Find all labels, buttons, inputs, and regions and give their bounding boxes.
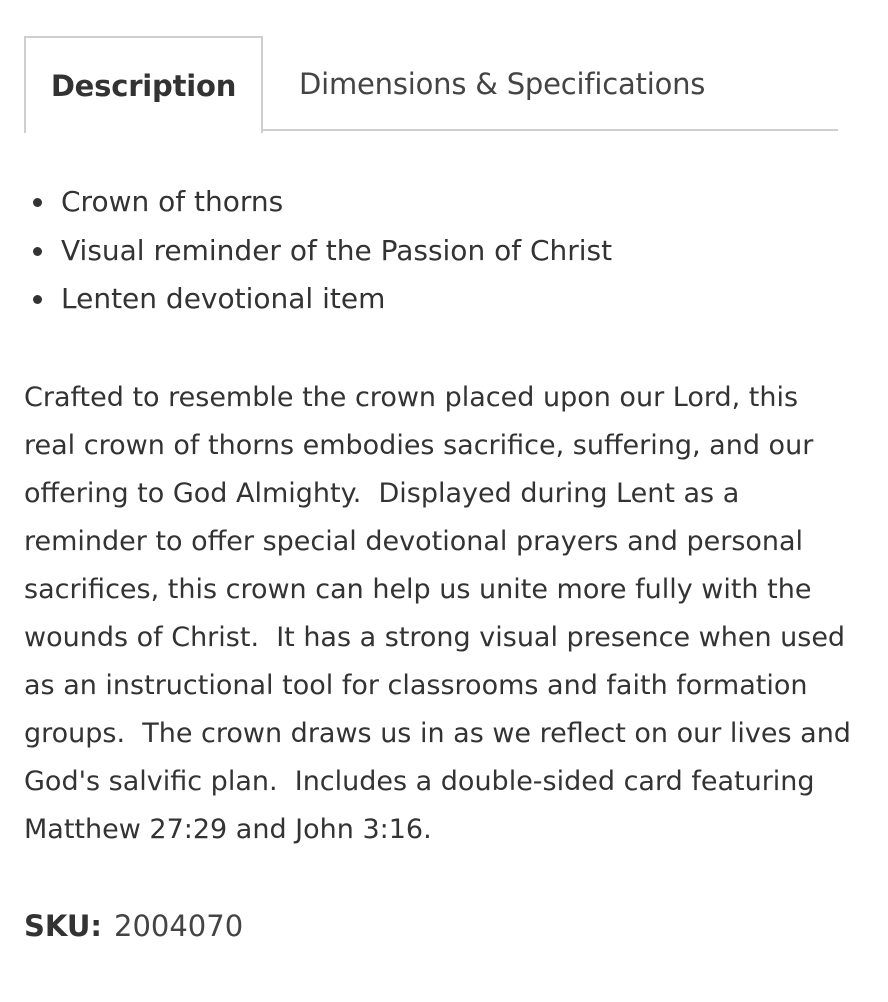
product-tabs: [24, 36, 838, 131]
tab-dimensions-specifications[interactable]: Dimensions & Specifications: [299, 66, 706, 101]
description-line: sacrifices, this crown can help us unite more fully with the: [24, 574, 812, 605]
description-line: wounds of Christ. It has a strong visual presence when used: [24, 622, 846, 653]
tab-description[interactable]: Description: [24, 36, 263, 133]
feature-text: Lenten devotional item: [61, 282, 386, 315]
feature-text: Visual reminder of the Passion of Christ: [61, 233, 613, 267]
list-item: [24, 275, 612, 324]
bullet-icon: [33, 247, 42, 256]
bullet-icon: [33, 295, 42, 304]
feature-list: [24, 178, 612, 324]
description-line: God's salvific plan. Includes a double-sided card featuring: [24, 766, 815, 797]
sku-value: 2004070: [114, 909, 244, 943]
description-line: Matthew 27:29 and John 3:16.: [24, 814, 432, 845]
description-line: real crown of thorns embodies sacrifice, suffering, and our: [24, 430, 814, 461]
list-item: [24, 227, 612, 276]
description-line: as an instructional tool for classrooms and faith formation: [24, 670, 808, 701]
sku-label: SKU:: [24, 909, 102, 943]
sku-row: [24, 902, 243, 950]
description-line: reminder to offer special devotional prayers and personal: [24, 526, 804, 557]
description-line: offering to God Almighty. Displayed during Lent as a: [24, 478, 740, 509]
product-description: [24, 374, 854, 854]
bullet-icon: [33, 198, 42, 207]
description-line: Crafted to resemble the crown placed upon our Lord, this: [24, 382, 799, 413]
feature-text: Crown of thorns: [61, 185, 284, 218]
list-item: [24, 178, 612, 227]
description-line: groups. The crown draws us in as we reflect on our lives and: [24, 718, 851, 749]
